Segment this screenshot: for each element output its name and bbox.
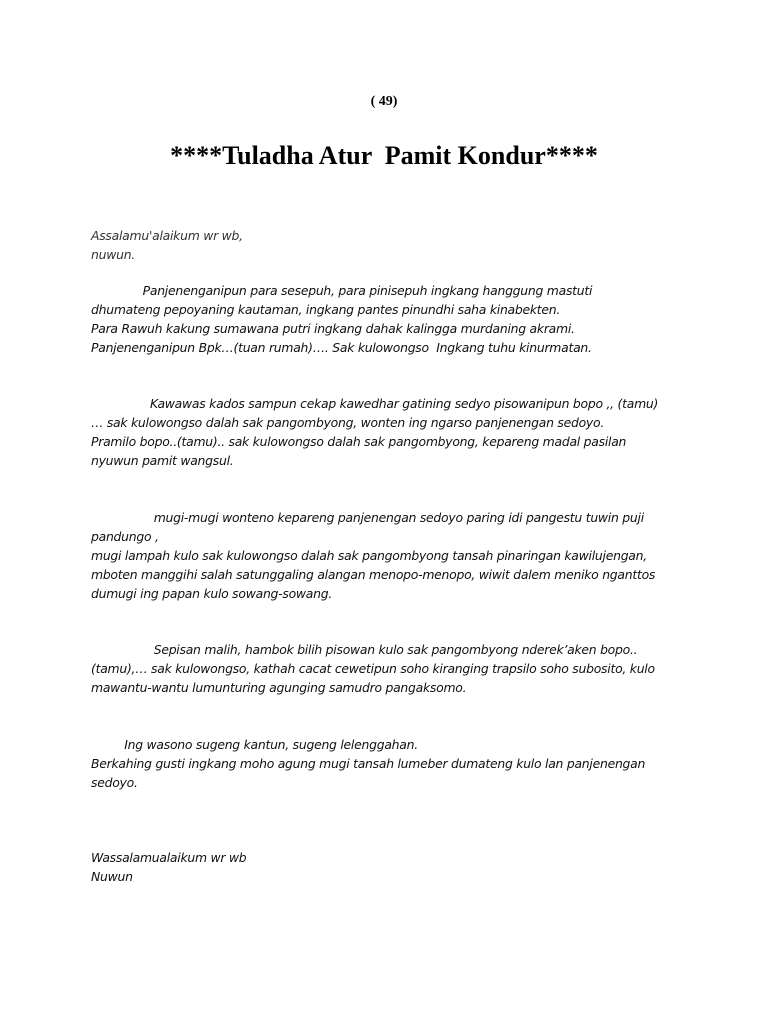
paragraph-line: nyuwun pamit wangsul. <box>91 453 234 468</box>
page-number: ( 49) <box>370 94 398 109</box>
greeting-line: nuwun. <box>91 247 135 262</box>
paragraph-line: mboten manggihi salah satunggaling alangan menopo-menopo, wiwit dalem meniko nganttos <box>91 567 656 582</box>
closing-line: Nuwun <box>91 869 133 884</box>
paragraph-line: pandungo , <box>91 529 159 544</box>
paragraph-line: dhumateng pepoyaning kautaman, ingkang pantes pinundhi saha kinabekten. <box>91 302 561 317</box>
paragraph-line: Berkahing gusti ingkang moho agung mugi tansah lumeber dumateng kulo lan panjenengan <box>91 756 646 771</box>
greeting-line: Assalamu'alaikum wr wb, <box>91 228 243 243</box>
closing-line: Wassalamualaikum wr wb <box>91 850 247 865</box>
paragraph-line: Sepisan malih, hambok bilih pisowan kulo sak pangombyong nderek’aken bopo.. <box>91 642 638 657</box>
paragraph-line: mawantu-wantu lumunturing agunging samudro pangaksomo. <box>91 680 467 695</box>
paragraph-line: Kawawas kados sampun cekap kawedhar gatining sedyo pisowanipun bopo ,, (tamu) <box>91 396 659 411</box>
paragraph-line: Panjenenganipun Bpk…(tuan rumah)…. Sak kulowongso Ingkang tuhu kinurmatan. <box>91 340 592 355</box>
document-title: ****Tuladha Atur Pamit Kondur**** <box>170 141 598 170</box>
paragraph-line: Panjenenganipun para sesepuh, para pinisepuh ingkang hanggung mastuti <box>91 283 593 298</box>
paragraph-1 <box>91 281 691 357</box>
paragraph-line: Ing wasono sugeng kantun, sugeng lelenggahan. <box>91 737 418 752</box>
greeting <box>91 226 691 264</box>
paragraph-line: … sak kulowongso dalah sak pangombyong, wonten ing ngarso panjenengan sedoyo. <box>91 415 605 430</box>
paragraph-line: Para Rawuh kakung sumawana putri ingkang dahak kalingga murdaning akrami. <box>91 321 575 336</box>
paragraph-3 <box>91 508 691 603</box>
paragraph-line: dumugi ing papan kulo sowang-sowang. <box>91 586 333 601</box>
paragraph-line: (tamu),… sak kulowongso, kathah cacat cewetipun soho kiranging trapsilo soho subosito, kulo <box>91 661 655 676</box>
paragraph-line: mugi lampah kulo sak kulowongso dalah sak pangombyong tansah pinaringan kawilujengan, <box>91 548 647 563</box>
paragraph-line: sedoyo. <box>91 775 138 790</box>
closing <box>91 848 691 886</box>
paragraph-2 <box>91 394 691 470</box>
paragraph-4 <box>91 640 691 697</box>
paragraph-5 <box>91 735 691 792</box>
paragraph-line: mugi-mugi wonteno kepareng panjenengan sedoyo paring idi pangestu tuwin puji <box>91 510 644 525</box>
paragraph-line: Pramilo bopo..(tamu).. sak kulowongso dalah sak pangombyong, kepareng madal pasilan <box>91 434 627 449</box>
